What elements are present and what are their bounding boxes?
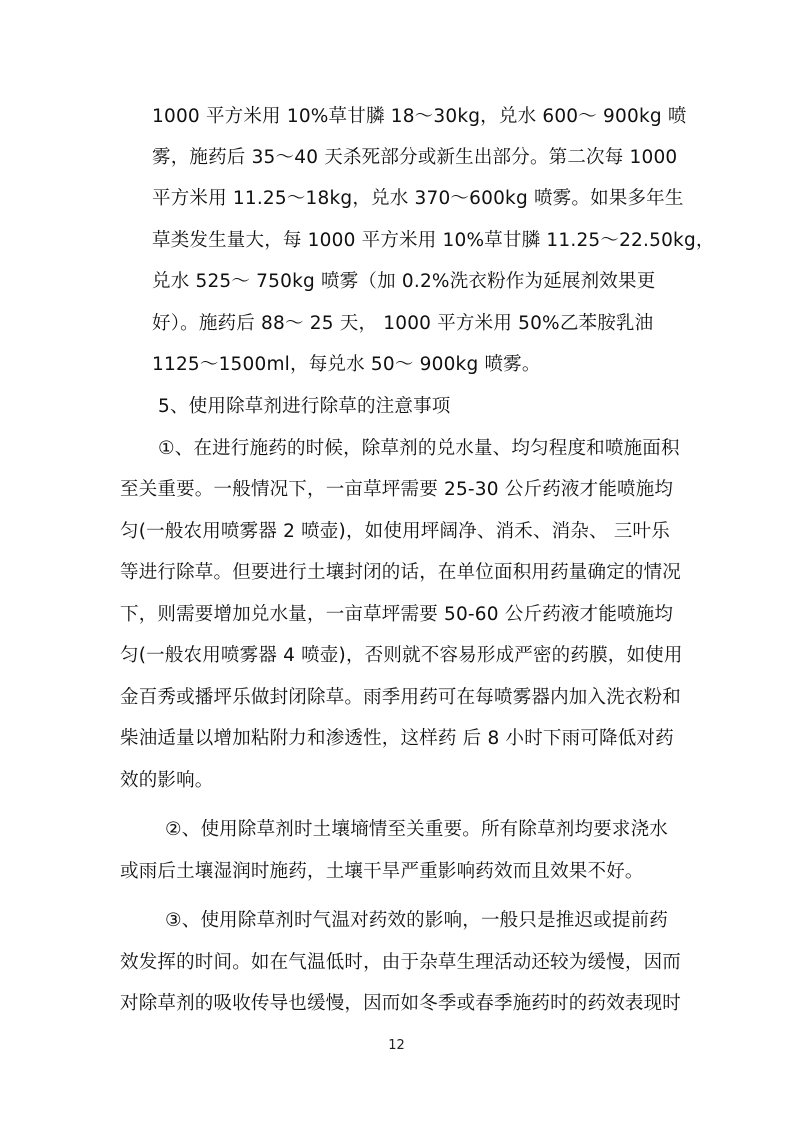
text-line-17: 效的影响。 — [120, 770, 214, 791]
text-line-21: 效发挥的时间。如在气温低时，由于杂草生理活动还较为缓慢，因而 — [120, 952, 682, 973]
text-line-19: 或雨后土壤湿润时施药，土壤干旱严重影响药效而且效果不好。 — [120, 861, 644, 882]
text-line-2: 雾，施药后 35～40 天杀死部分或新生出部分。第二次每 1000 — [152, 147, 678, 168]
section-heading: 5、使用除草剂进行除草的注意事项 — [158, 396, 451, 417]
text-line-14: 匀(一般农用喷雾器 4 喷壶)，否则就不容易形成严密的药膜，如使用 — [120, 645, 683, 666]
text-line-6: 好）。施药后 88～ 25 天， 1000 平方米用 50%乙苯胺乳油 — [152, 313, 654, 334]
text-line-15: 金百秀或播坪乐做封闭除草。雨季用药可在每喷雾器内加入洗衣粉和 — [120, 687, 682, 708]
text-line-20: ③、使用除草剂时气温对药效的影响，一般只是推迟或提前药 — [165, 910, 668, 931]
text-line-5: 兑水 525～ 750kg 喷雾（加 0.2%洗衣粉作为延展剂效果更 — [152, 271, 656, 292]
text-line-12: 等进行除草。但要进行土壤封闭的话，在单位面积用药量确定的情况 — [120, 562, 682, 583]
text-line-9: ①、在进行施药的时候，除草剂的兑水量、均匀程度和喷施面积 — [158, 438, 680, 459]
text-line-7: 1125～1500ml，每兑水 50～ 900kg 喷雾。 — [152, 354, 541, 375]
text-line-13: 下，则需要增加兑水量，一亩草坪需要 50-60 公斤药液才能喷施均 — [120, 604, 674, 625]
text-line-16: 柴油适量以增加粘附力和渗透性，这样药 后 8 小时下雨可降低对药 — [120, 728, 674, 749]
text-line-18: ②、使用除草剂时土壤墒情至关重要。所有除草剂均要求浇水 — [165, 819, 668, 840]
page-number: 12 — [388, 1038, 405, 1053]
text-line-1: 1000 平方米用 10%草甘膦 18～30kg，兑水 600～ 900kg 喷 — [152, 106, 687, 127]
text-line-4: 草类发生量大，每 1000 平方米用 10%草甘膦 11.25～22.50kg， — [152, 230, 715, 251]
text-line-3: 平方米用 11.25～18kg，兑水 370～600kg 喷雾。如果多年生 — [152, 188, 684, 209]
text-line-22: 对除草剂的吸收传导也缓慢，因而如冬季或春季施药时的药效表现时 — [120, 993, 682, 1014]
text-line-11: 匀(一般农用喷雾器 2 喷壶)，如使用坪阔净、消禾、消杂、 三叶乐 — [120, 521, 670, 542]
text-line-10: 至关重要。一般情况下，一亩草坪需要 25-30 公斤药液才能喷施均 — [120, 479, 674, 500]
